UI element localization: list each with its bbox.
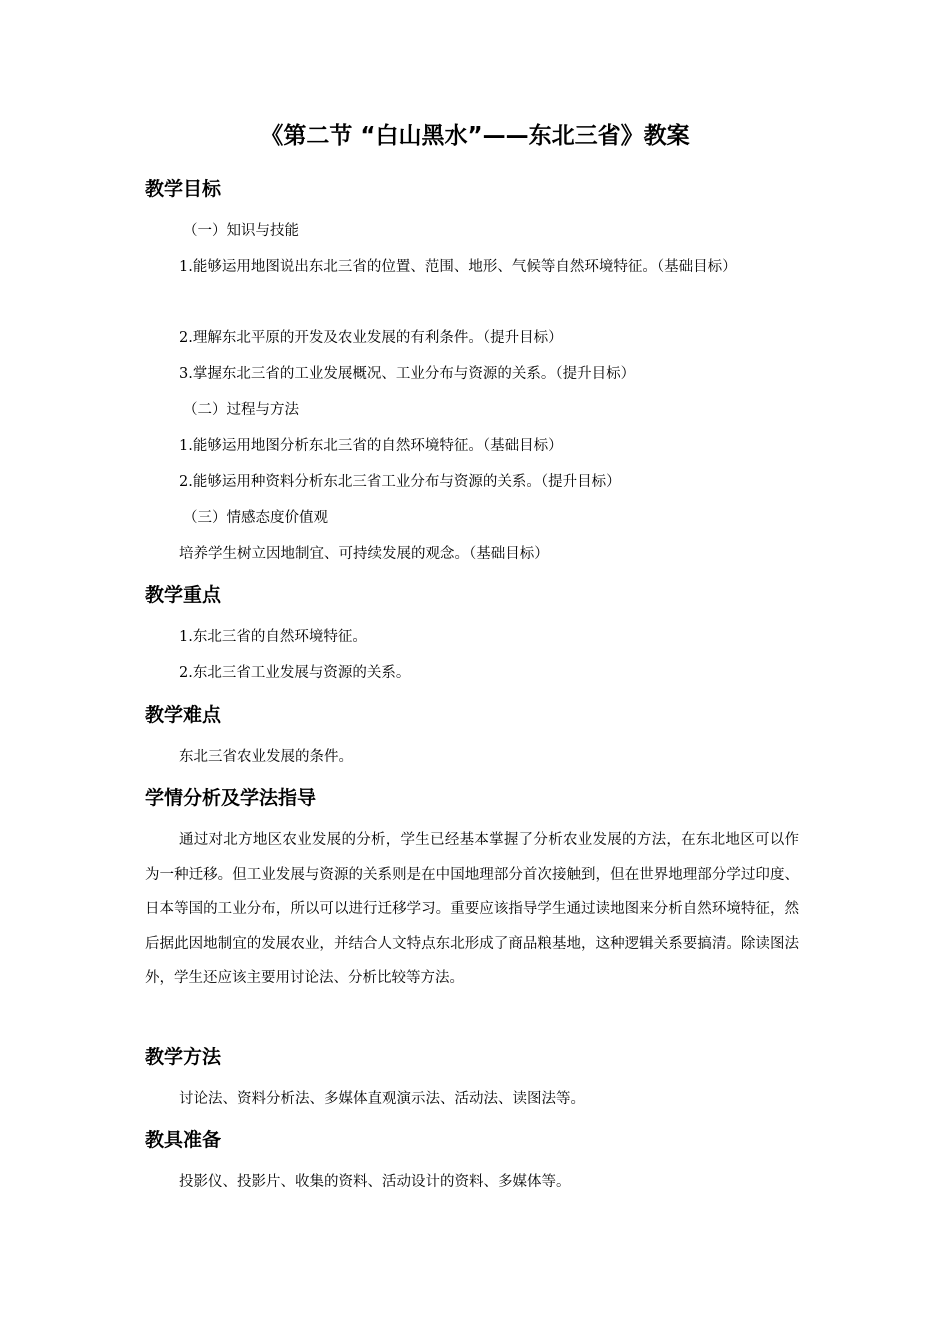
objectives-item-5: 2.能够运用种资料分析东北三省工业分布与资源的关系。（提升目标） xyxy=(179,474,621,490)
heading-key-points: 教学重点 xyxy=(145,584,222,606)
objectives-item-4: 1.能够运用地图分析东北三省的自然环境特征。（基础目标） xyxy=(179,438,563,454)
heading-difficulties: 教学难点 xyxy=(145,704,222,726)
heading-analysis: 学情分析及学法指导 xyxy=(145,787,317,809)
objectives-item-3: 3.掌握东北三省的工业发展概况、工业分布与资源的关系。（提升目标） xyxy=(179,366,636,382)
objectives-subheading-attitude: （三）情感态度价值观 xyxy=(183,510,328,526)
heading-objectives: 教学目标 xyxy=(145,178,222,200)
analysis-paragraph: 通过对北方地区农业发展的分析，学生已经基本掌握了分析农业发展的方法，在东北地区可以作为一种迁移。但工业发展与资源的关系则是在中国地理部分首次接触到，但在世界地理部分学过印度、日本等国的工业分布，所以可以进行迁移学习。重要应该指导学生通过读地图来分析自然环境特征，然后据此因地制宜的发展农业，并结合人文特点东北形成了商品粮基地，这种逻辑关系要搞清。除读图法外，学生还应该主要用讨论法、分析比较等方法。 xyxy=(145,832,799,986)
tools-item-1: 投影仪、投影片、收集的资料、活动设计的资料、多媒体等。 xyxy=(179,1174,571,1190)
objectives-item-6: 培养学生树立因地制宜、可持续发展的观念。（基础目标） xyxy=(179,546,549,562)
difficulties-item-1: 东北三省农业发展的条件。 xyxy=(179,749,353,765)
document-title: 《第二节 “白山黑水”——东北三省》教案 xyxy=(260,123,690,149)
objectives-item-1: 1.能够运用地图说出东北三省的位置、范围、地形、气候等自然环境特征。（基础目标） xyxy=(179,259,737,275)
methods-item-1: 讨论法、资料分析法、多媒体直观演示法、活动法、读图法等。 xyxy=(179,1091,585,1107)
objectives-item-2: 2.理解东北平原的开发及农业发展的有利条件。（提升目标） xyxy=(179,330,563,346)
key-points-item-2: 2.东北三省工业发展与资源的关系。 xyxy=(179,665,411,681)
heading-tools: 教具准备 xyxy=(145,1129,222,1151)
heading-methods: 教学方法 xyxy=(145,1046,222,1068)
objectives-subheading-process: （二）过程与方法 xyxy=(183,402,299,418)
key-points-item-1: 1.东北三省的自然环境特征。 xyxy=(179,629,367,645)
objectives-subheading-knowledge: （一）知识与技能 xyxy=(183,223,299,239)
